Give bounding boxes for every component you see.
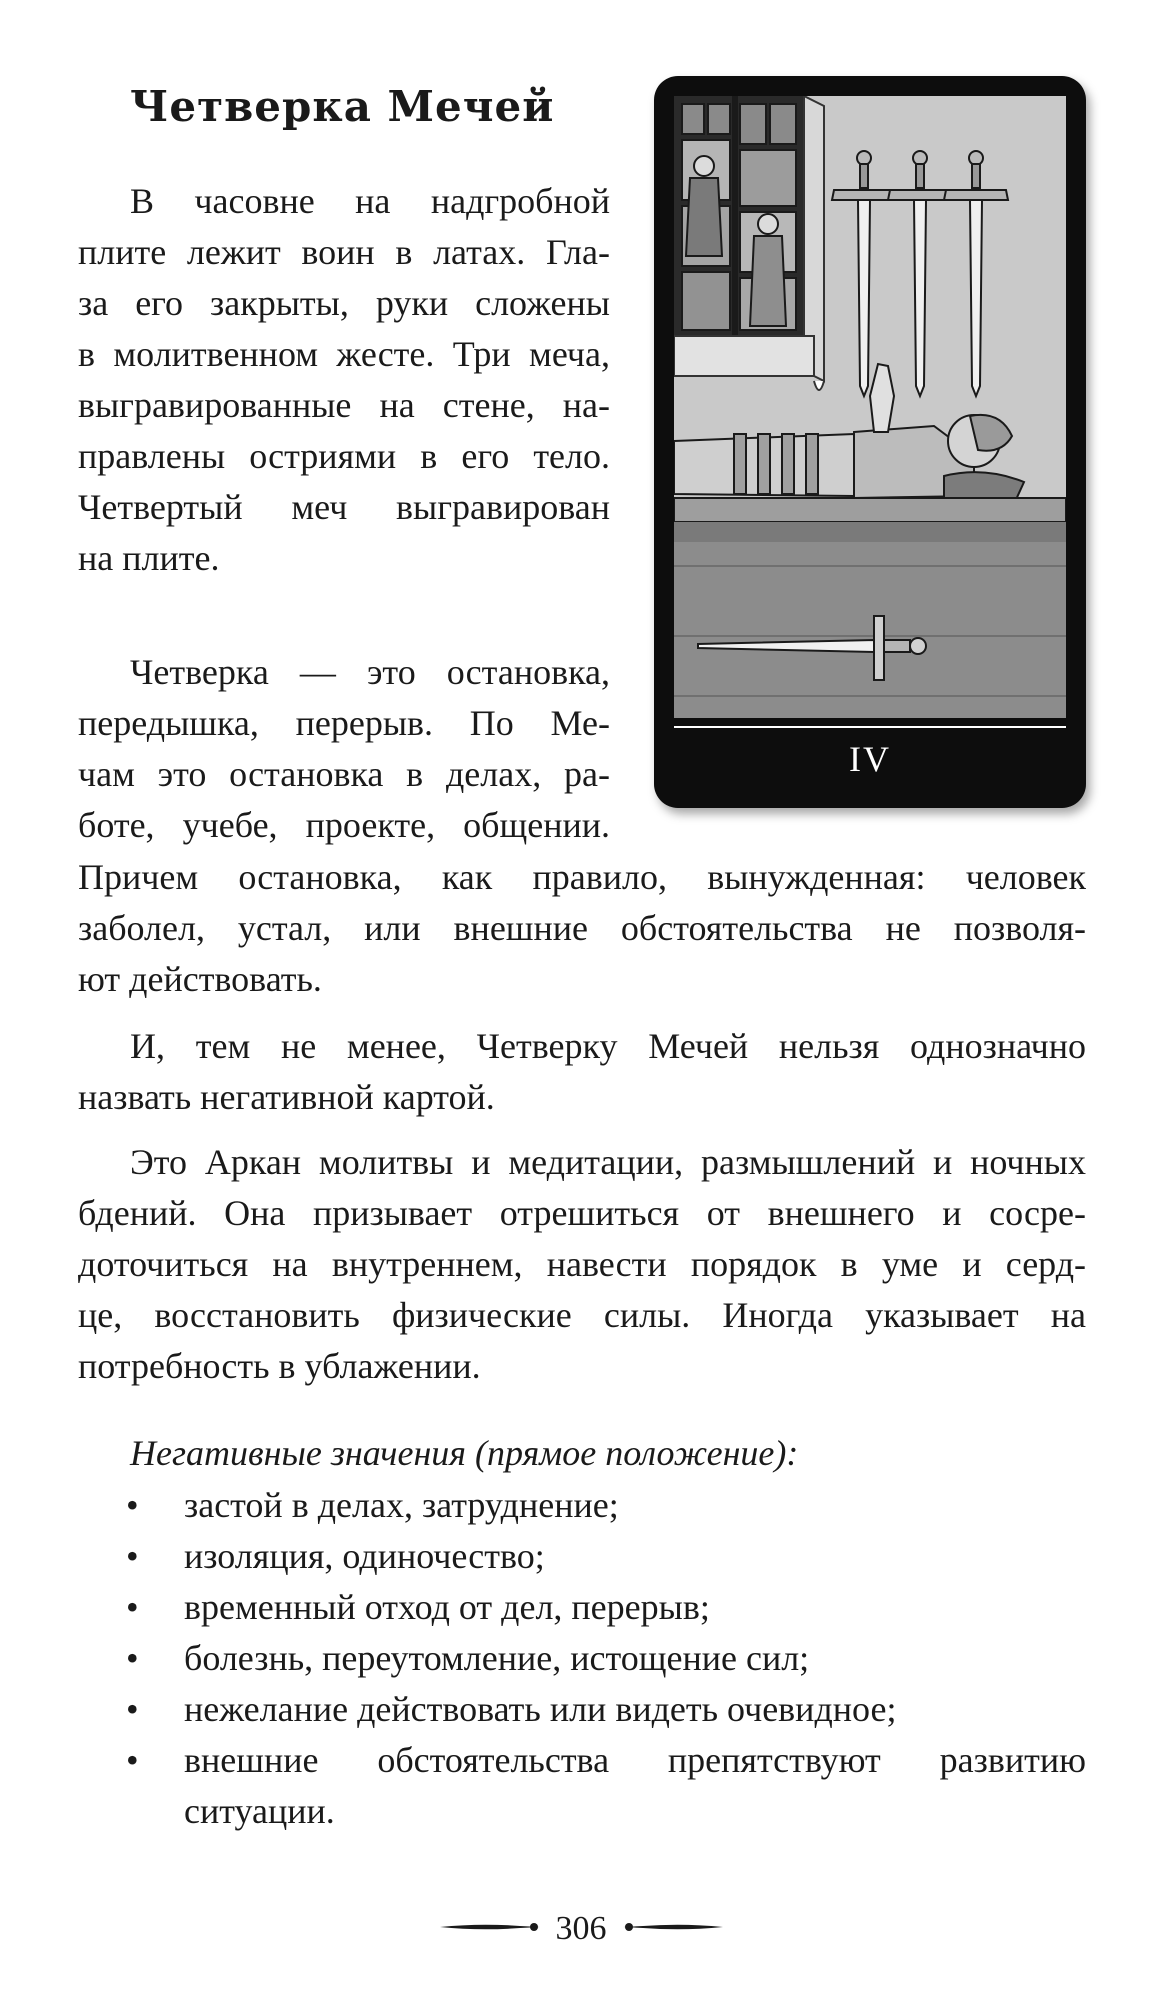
list-item: [78, 1684, 1086, 1735]
page-footer: [0, 1904, 1162, 1954]
card-numeral: IV: [674, 726, 1066, 790]
text-line: правлены остриями в его тело.: [78, 436, 610, 476]
text-line: в молитвенном жесте. Три меча,: [78, 334, 610, 374]
footer-ornament-right: [623, 1920, 723, 1939]
bullet: •: [126, 1740, 139, 1780]
list-item: [78, 1735, 1086, 1837]
text-line: плите лежит воин в латах. Гла-: [78, 232, 610, 272]
list-item: [78, 1633, 1086, 1684]
bullet: •: [126, 1587, 139, 1627]
text-line: Причем остановка, как правило, вынужденная: человек: [78, 857, 1086, 897]
bullet: •: [126, 1536, 139, 1576]
text-line: В часовне на надгробной: [130, 181, 610, 221]
section-title: Четверка Мечей: [130, 82, 555, 131]
list-item-text: болезнь, переутомление, истощение сил;: [184, 1638, 810, 1678]
text-line: И, тем не менее, Четверку Мечей нельзя однозначно: [130, 1026, 1086, 1066]
text-line: боте, учебе, проекте, общении.: [78, 805, 610, 845]
paragraph-not-negative: [78, 1021, 1086, 1123]
text-line: доточиться на внутреннем, навести порядок в уме и серд-: [78, 1244, 1086, 1284]
page-number: 306: [555, 1910, 607, 1947]
tarot-card: [654, 76, 1086, 808]
list-item: [78, 1531, 1086, 1582]
card-illustration: [674, 96, 1066, 718]
four-of-swords-illustration: [674, 96, 1066, 718]
list-item-text: ситуации.: [184, 1791, 335, 1831]
list-item-text: застой в делах, затруднение;: [184, 1485, 619, 1525]
text-line: за его закрыты, руки сложены: [78, 283, 610, 323]
text-line: бдений. Она призывает отрешиться от внешнего и сосре-: [78, 1193, 1086, 1233]
text-line: на плите.: [78, 538, 220, 578]
list-item-text: временный отход от дел, перерыв;: [184, 1587, 710, 1627]
text-line: це, восстановить физические силы. Иногда указывает на: [78, 1295, 1086, 1335]
text-line: Четверка — это остановка,: [130, 652, 610, 692]
text-line: Это Аркан молитвы и медитации, размышлений и ночных: [130, 1142, 1086, 1182]
list-item: [78, 1480, 1086, 1531]
text-line: заболел, устал, или внешние обстоятельства не позволя-: [78, 908, 1086, 948]
footer-ornament-left: [440, 1920, 540, 1939]
text-line: ют действовать.: [78, 959, 322, 999]
paragraph-arcana-meaning: [78, 1137, 1086, 1392]
paragraph-card-description: [78, 176, 610, 584]
bullet: •: [126, 1485, 139, 1525]
list-item-text: нежелание действовать или видеть очевидное;: [184, 1689, 897, 1729]
list-item-text: внешние обстоятельства препятствуют развитию: [184, 1740, 1086, 1780]
list-item-text: изоляция, одиночество;: [184, 1536, 545, 1576]
text-line: выгравированные на стене, на-: [78, 385, 610, 425]
text-line: чам это остановка в делах, ра-: [78, 754, 610, 794]
negative-meanings-list: [78, 1480, 1086, 1837]
bullet: •: [126, 1689, 139, 1729]
text-line: передышка, перерыв. По Ме-: [78, 703, 610, 743]
paragraph-meaning-continued: [78, 852, 1086, 1005]
negative-meanings-heading: Негативные значения (прямое положение):: [130, 1433, 799, 1473]
bullet: •: [126, 1638, 139, 1678]
paragraph-meaning-intro: [78, 647, 610, 851]
text-line: Четвертый меч выгравирован: [78, 487, 610, 527]
text-line: назвать негативной картой.: [78, 1077, 495, 1117]
text-line: потребность в ублажении.: [78, 1346, 481, 1386]
list-item: [78, 1582, 1086, 1633]
